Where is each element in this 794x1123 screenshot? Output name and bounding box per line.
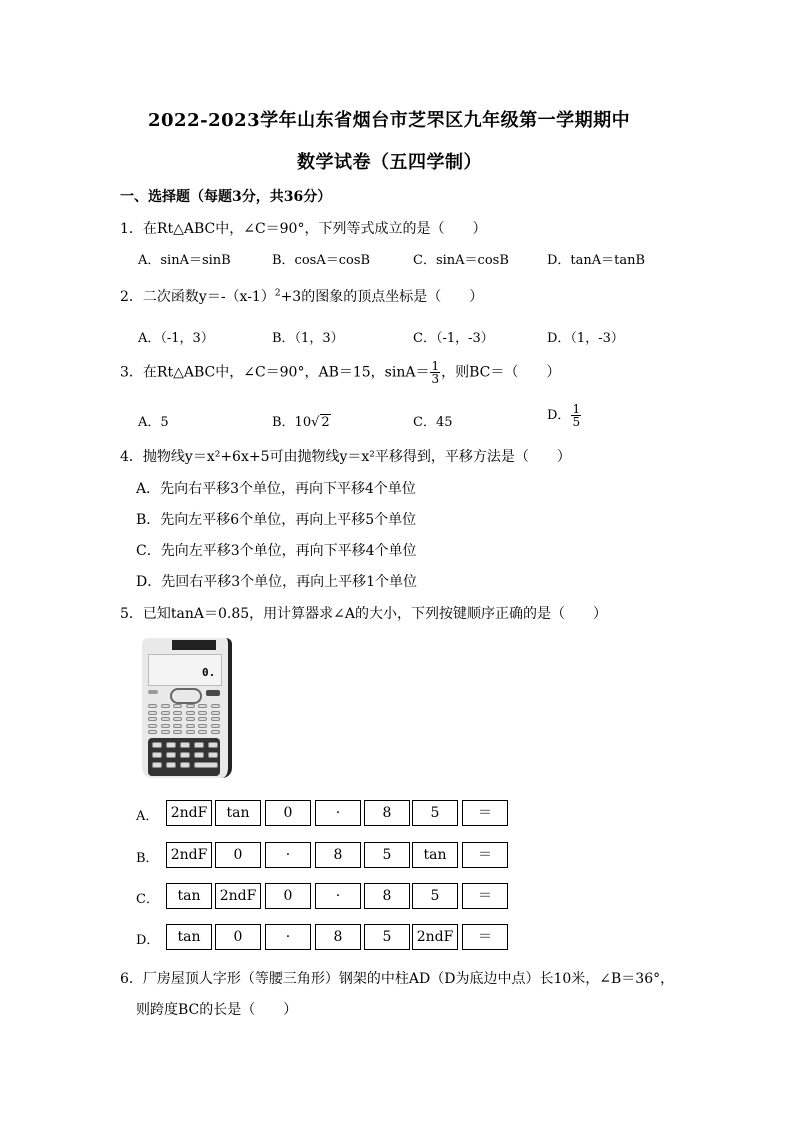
q3-option-b (272, 411, 331, 430)
q4-option-b: B．先向左平移6个单位，再向上平移5个单位 (136, 512, 417, 528)
question-5: 5．已知tanA＝0.85，用计算器求∠A的大小，下列按键顺序正确的是（ ） (120, 606, 608, 622)
q2-exponent: 2 (274, 288, 281, 299)
calculator-key-icon (173, 724, 182, 728)
calc-key: 8 (364, 800, 410, 826)
calc-key: 0 (215, 924, 261, 950)
calculator-key-icon (198, 724, 207, 728)
calculator-key-icon (186, 730, 195, 734)
q3-frac-num: 1 (431, 359, 440, 373)
calc-key: · (315, 883, 361, 909)
calculator-key-icon (186, 717, 195, 721)
q5-option-label: C． (136, 892, 159, 907)
q3-option-d (547, 403, 582, 428)
calculator-key-icon (211, 711, 220, 715)
q4-option-d: D．先回右平移3个单位，再向上平移1个单位 (136, 574, 418, 590)
calculator-key-icon (173, 711, 182, 715)
calc-key: 5 (412, 883, 458, 909)
calc-key: 8 (315, 924, 361, 950)
title-line-2: 数学试卷（五四学制） (297, 152, 482, 173)
calculator-key-icon (186, 704, 195, 708)
calculator-key-icon (173, 730, 182, 734)
calculator-key-icon (211, 717, 220, 721)
calc-key: 2ndF (215, 883, 261, 909)
q2-option-c: C．（-1，-3） (413, 331, 494, 346)
calc-key: 5 (364, 842, 410, 868)
q1-option-b: B．cosA＝cosB (272, 253, 371, 268)
calculator-key-icon (211, 730, 220, 734)
calculator-key-icon (161, 730, 170, 734)
calculator-key-icon (148, 717, 157, 721)
question-3 (120, 360, 560, 385)
q2-option-a: A．（-1，3） (138, 331, 214, 346)
calculator-key-icon (186, 724, 195, 728)
q2-stem-post: +3的图象的顶点坐标是（ ） (280, 289, 484, 305)
q3-fraction (430, 360, 440, 385)
q3-option-c: C．45 (413, 415, 453, 430)
q1-option-c: C．sinA＝cosB (413, 253, 509, 268)
calc-key: 5 (364, 924, 410, 950)
calc-key: 0 (265, 883, 311, 909)
calculator-key-icon (198, 711, 207, 715)
q3-stem-post: ，则BC＝（ ） (441, 364, 561, 381)
q3-frac-den: 3 (431, 372, 440, 386)
calc-key: tan (166, 883, 212, 909)
q3-option-d-num: 1 (572, 402, 581, 416)
calculator-key-icon (148, 730, 157, 734)
calc-key: 8 (315, 842, 361, 868)
q3-option-b-root: 2 (321, 415, 330, 430)
calc-key: 5 (412, 800, 458, 826)
q1-option-d: D．tanA＝tanB (547, 253, 646, 268)
calculator-key-icon (173, 704, 182, 708)
calc-key: ＝ (462, 842, 508, 868)
q5-option-label: A． (136, 809, 159, 824)
calculator-key-icon (173, 717, 182, 721)
calc-key: 2ndF (166, 842, 212, 868)
calculator-key-icon (148, 711, 157, 715)
q2-option-d: D．（1，-3） (547, 331, 624, 346)
q5-option-label: B． (136, 851, 159, 866)
section-heading: 一、选择题（每题3分，共36分） (120, 189, 332, 205)
calc-key: · (315, 800, 361, 826)
calc-key: 8 (364, 883, 410, 909)
calculator-key-icon (161, 717, 170, 721)
calc-key: · (265, 924, 311, 950)
calculator-key-icon (161, 724, 170, 728)
question-1: 1．在Rt△ABC中，∠C＝90°，下列等式成立的是（ ） (120, 221, 487, 237)
calc-key: tan (215, 800, 261, 826)
calc-key: 2ndF (166, 800, 212, 826)
q2-option-b: B．（1，3） (272, 331, 344, 346)
calc-key: ＝ (462, 883, 508, 909)
calculator-key-icon (186, 711, 195, 715)
title-line-1: 2022-2023学年山东省烟台市芝罘区九年级第一学期期中 (148, 110, 631, 131)
q3-option-d-fraction (571, 403, 581, 428)
calc-key: 0 (265, 800, 311, 826)
calculator-key-icon (161, 711, 170, 715)
q3-option-b-text: B．10 (272, 415, 312, 430)
q4-option-a: A．先向右平移3个单位，再向下平移4个单位 (136, 481, 416, 497)
calculator-key-icon (161, 704, 170, 708)
calc-key: tan (412, 842, 458, 868)
calc-key: 2ndF (412, 924, 458, 950)
question-6-line-2: 则跨度BC的长是（ ） (136, 1002, 298, 1018)
calculator-display: 0. (202, 666, 216, 679)
calculator-key-icon (211, 724, 220, 728)
question-4: 4．抛物线y＝x²+6x+5可由抛物线y＝x²平移得到，平移方法是（ ） (120, 449, 571, 465)
calculator-key-icon (198, 730, 207, 734)
q1-option-a: A．sinA＝sinB (138, 253, 231, 268)
q3-option-d-text: D． (547, 408, 571, 423)
q3-option-a: A．5 (138, 415, 169, 430)
calculator-key-icon (198, 704, 207, 708)
q3-stem-pre: 3．在Rt△ABC中，∠C＝90°，AB＝15，sinA＝ (120, 364, 430, 381)
q3-option-d-den: 5 (572, 415, 581, 429)
sqrt-icon: √ (311, 415, 320, 430)
calculator-key-icon (148, 704, 157, 708)
calc-key: · (265, 842, 311, 868)
q2-stem-pre: 2．二次函数y＝-（x-1） (120, 289, 275, 305)
calculator-key-icon (211, 704, 220, 708)
q5-option-label: D． (136, 933, 160, 948)
calc-key: ＝ (462, 924, 508, 950)
calculator-image (142, 638, 228, 778)
question-6-line-1: 6．厂房屋顶人字形（等腰三角形）钢架的中柱AD（D为底边中点）长10米，∠B＝36°， (120, 971, 675, 987)
q4-option-c: C．先向左平移3个单位，再向下平移4个单位 (136, 543, 417, 559)
calc-key: ＝ (462, 800, 508, 826)
calculator-key-icon (198, 717, 207, 721)
question-2 (120, 286, 483, 306)
calc-key: 0 (215, 842, 261, 868)
calc-key: tan (166, 924, 212, 950)
calculator-key-icon (148, 724, 157, 728)
